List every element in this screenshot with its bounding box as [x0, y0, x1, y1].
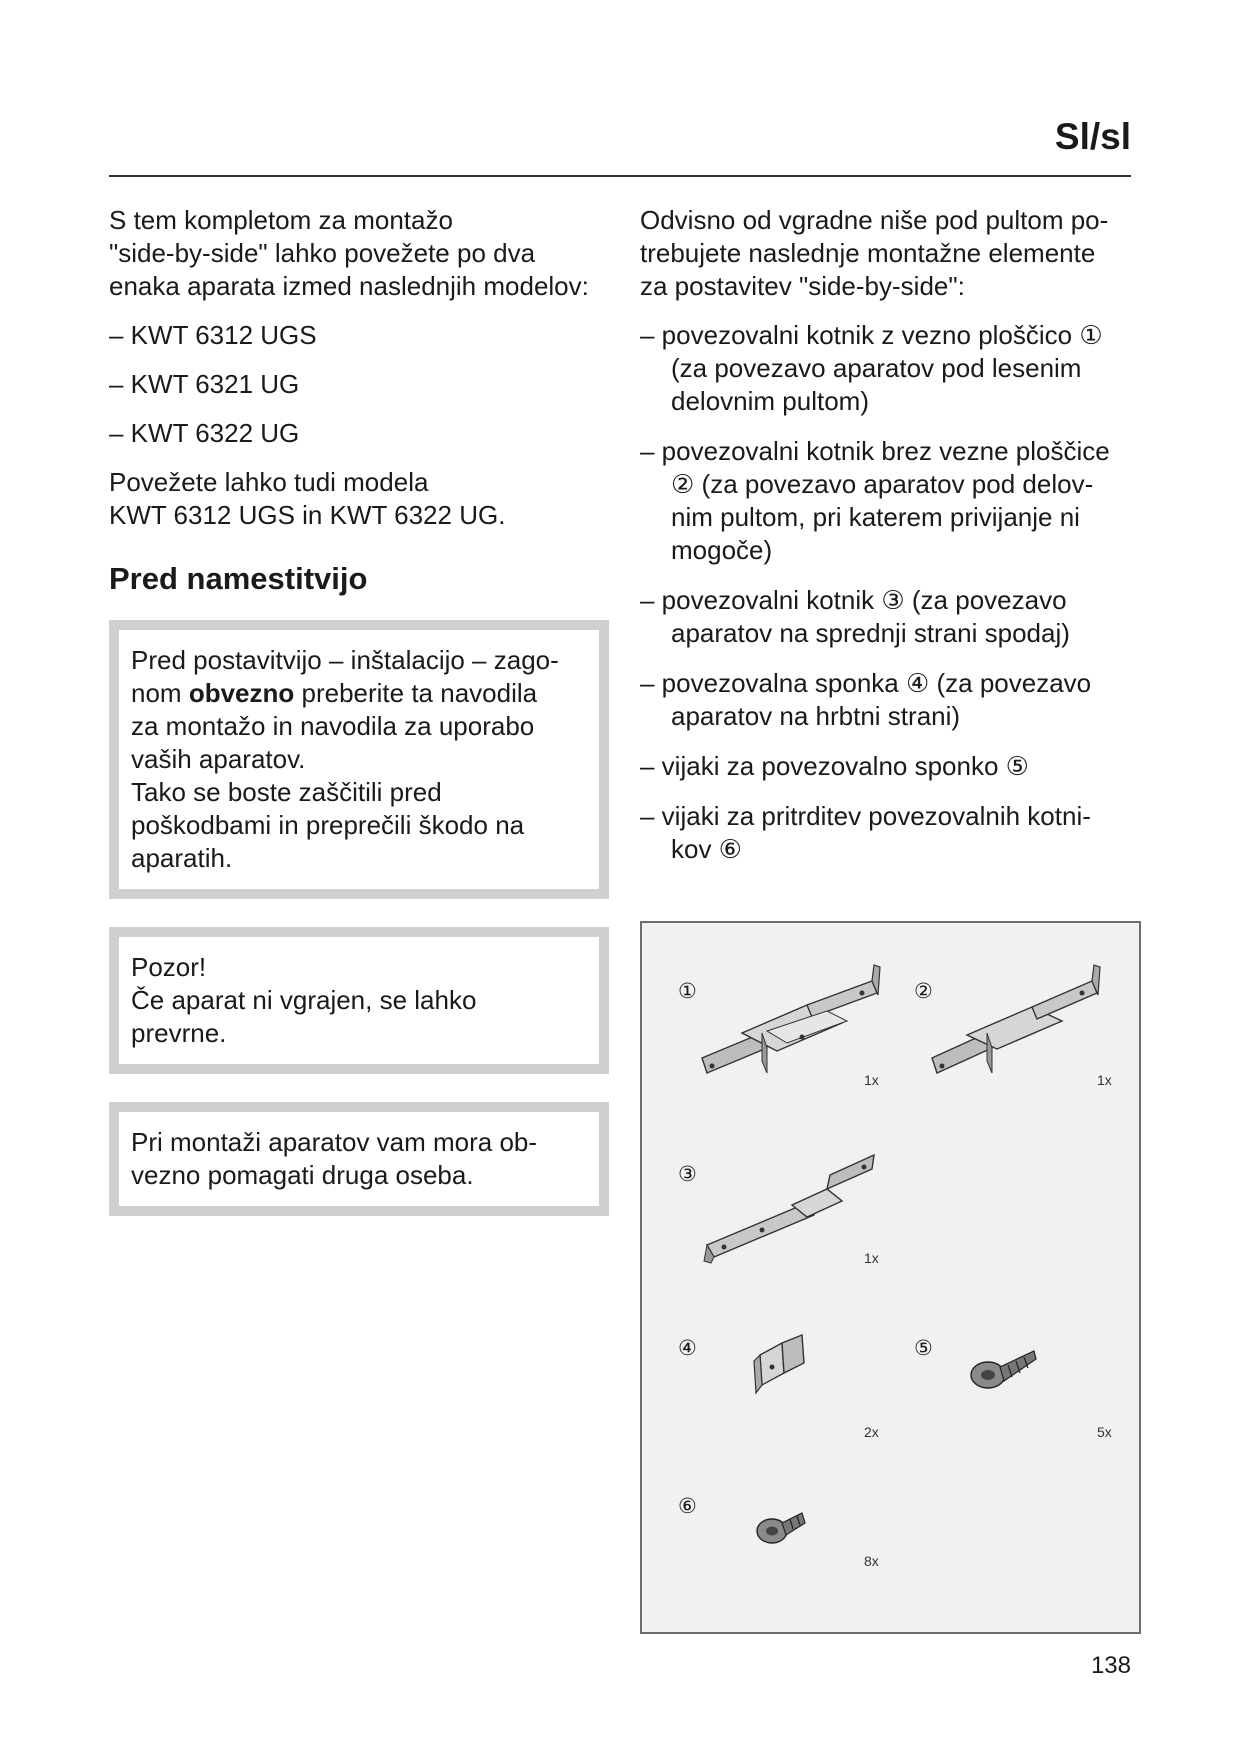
- part-number: ①: [678, 980, 697, 1003]
- combination-paragraph: [109, 466, 609, 532]
- model-list: [109, 319, 609, 450]
- part-3-front-angle: [678, 1155, 879, 1266]
- parts-list-item: [640, 800, 1140, 866]
- intro-line: enaka aparata izmed naslednjih modelov:: [109, 271, 589, 301]
- item-first-line: – vijaki za povezovalno sponko ⑤: [640, 751, 1029, 781]
- box-line: za montažo in navodila za uporabo: [131, 711, 535, 741]
- part-number: ④: [678, 1337, 697, 1360]
- item-first-line: – povezovalna sponka ④ (za povezavo: [640, 668, 1092, 698]
- part-number: ②: [914, 980, 933, 1003]
- box-line: prevrne.: [131, 1018, 227, 1048]
- parts-illustration: [642, 923, 1139, 1632]
- requirements-intro: [640, 204, 1140, 303]
- warning-box-tipping: [109, 927, 609, 1074]
- box-text: [131, 644, 587, 875]
- intro-line: Odvisno od vgradne niše pod pultom po-: [640, 205, 1109, 235]
- warning-box-instructions: [109, 620, 609, 899]
- box-line: vaših aparatov.: [131, 744, 306, 774]
- box-text: [131, 951, 587, 1050]
- intro-line: S tem kompletom za montažo: [109, 205, 453, 235]
- box-text: [131, 1126, 587, 1192]
- model-item: – KWT 6312 UGS: [109, 320, 317, 350]
- item-first-line: – povezovalni kotnik z vezno ploščico ①: [640, 320, 1103, 350]
- box-line: Tako se boste zaščitili pred: [131, 777, 442, 807]
- item-continuation: delovnim pultom): [671, 386, 869, 416]
- parts-list: [640, 319, 1140, 866]
- box-line: poškodbami in preprečili škodo na: [131, 810, 525, 840]
- model-item: – KWT 6322 UG: [109, 418, 300, 448]
- mounting-parts-figure: [640, 921, 1141, 1634]
- part-5-clip-screws: [914, 1337, 1112, 1440]
- part-quantity: 2x: [864, 1424, 879, 1440]
- intro-line: "side-by-side" lahko povežete po dva: [109, 238, 536, 268]
- warning-box-second-person: [109, 1102, 609, 1216]
- box-line: preberite ta navodila: [294, 678, 538, 708]
- parts-list-item: [640, 319, 1140, 418]
- item-first-line: – povezovalni kotnik brez vezne ploščice: [640, 436, 1110, 466]
- part-2-angle-without-plate: [914, 965, 1112, 1088]
- box-line: Pozor!: [131, 952, 207, 982]
- part-quantity: 5x: [1097, 1424, 1112, 1440]
- item-continuation: aparatov na sprednji strani spodaj): [671, 618, 1070, 648]
- item-continuation: nim pultom, pri katerem privijanje ni: [671, 502, 1080, 532]
- header-divider: [109, 175, 1131, 177]
- section-heading: Pred namestitvijo: [109, 561, 368, 596]
- box-line: aparatih.: [131, 843, 233, 873]
- page-number: 138: [1090, 1652, 1131, 1679]
- parts-list-item: [640, 584, 1140, 650]
- part-quantity: 1x: [864, 1250, 879, 1266]
- part-quantity: 8x: [864, 1553, 879, 1569]
- item-first-line: – vijaki za pritrditev povezovalnih kotni-: [640, 801, 1091, 831]
- intro-paragraph: [109, 204, 609, 303]
- part-number: ③: [678, 1163, 697, 1186]
- part-quantity: 1x: [864, 1072, 879, 1088]
- box-line: Če aparat ni vgrajen, se lahko: [131, 985, 477, 1015]
- parts-list-item: [640, 667, 1140, 733]
- box-line: vezno pomagati druga oseba.: [131, 1160, 474, 1190]
- combination-line: KWT 6312 UGS in KWT 6322 UG.: [109, 500, 506, 530]
- item-continuation: ② (za povezavo aparatov pod delov-: [671, 469, 1094, 499]
- item-continuation: kov ⑥: [671, 834, 742, 864]
- item-continuation: (za povezavo aparatov pod lesenim: [671, 353, 1082, 383]
- parts-list-item: [640, 750, 1140, 783]
- box-line: Pred postavitvijo – inštalacijo – zago-: [131, 645, 559, 675]
- item-continuation: aparatov na hrbtni strani): [671, 701, 961, 731]
- model-item: – KWT 6321 UG: [109, 369, 300, 399]
- box-line: Pri montaži aparatov vam mora ob-: [131, 1127, 538, 1157]
- part-4-connector-clip: [678, 1335, 879, 1440]
- language-code: Sl/sl: [1054, 116, 1131, 157]
- combination-line: Povežete lahko tudi modela: [109, 467, 429, 497]
- intro-line: za postavitev "side-by-side":: [640, 271, 965, 301]
- right-column: [640, 204, 1140, 883]
- intro-line: trebujete naslednje montažne elemente: [640, 238, 1096, 268]
- emphasis-word: obvezno: [188, 678, 295, 708]
- part-6-angle-screws: [678, 1495, 879, 1569]
- item-continuation: mogoče): [671, 535, 773, 565]
- left-column: [109, 204, 609, 1216]
- item-first-line: – povezovalni kotnik ③ (za povezavo: [640, 585, 1067, 615]
- parts-list-item: [640, 435, 1140, 567]
- box-line: nom: [131, 678, 189, 708]
- part-quantity: 1x: [1097, 1072, 1112, 1088]
- part-number: ⑤: [914, 1337, 933, 1360]
- part-number: ⑥: [678, 1495, 697, 1518]
- part-1-angle-with-plate: [678, 965, 880, 1088]
